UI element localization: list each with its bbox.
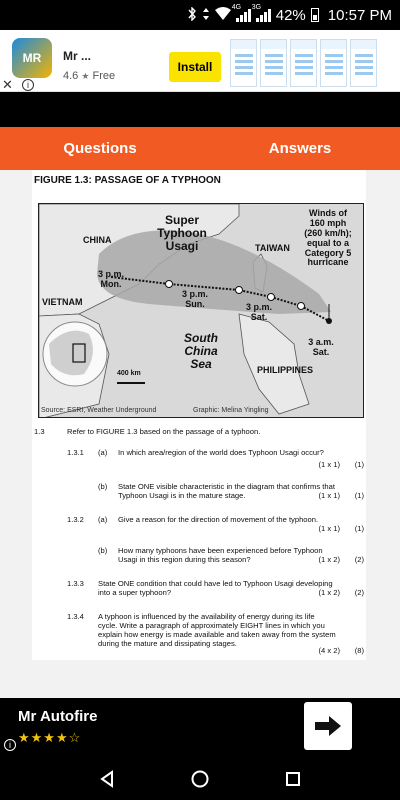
- question-total: (2): [354, 555, 364, 564]
- question-mark: (1 x 2): [318, 555, 340, 564]
- question-number: 1.3.1: [67, 448, 84, 457]
- app-header: [0, 92, 400, 127]
- typhoon-name-line: Typhoon: [157, 226, 207, 241]
- battery-percentage: 42%: [275, 6, 306, 24]
- tab-questions[interactable]: Questions: [63, 140, 137, 157]
- signal-3g-icon: [251, 4, 271, 22]
- time-label-sat-pm: [243, 303, 275, 323]
- label-taiwan: TAIWAN: [255, 243, 290, 253]
- scale-bar: [117, 382, 145, 384]
- ad-screenshot[interactable]: [290, 39, 317, 87]
- bottom-ad-open-button[interactable]: [304, 702, 352, 750]
- ad-app-title[interactable]: Mr ...: [63, 49, 92, 63]
- question-text: Give a reason for the direction of movement of the typhoon.: [118, 515, 319, 524]
- time-label-line: 3 p.m.: [97, 269, 124, 279]
- typhoon-name-line: Usagi: [165, 239, 199, 254]
- scale-label: 400 km: [117, 370, 141, 377]
- time-label-line: Sat.: [312, 346, 330, 357]
- typhoon-name: [155, 214, 209, 254]
- ad-screenshots[interactable]: [230, 39, 377, 87]
- winds-note-line: Category 5: [304, 247, 352, 258]
- home-icon[interactable]: [180, 764, 220, 794]
- winds-note-line: equal to a: [306, 237, 349, 248]
- ad-price: Free: [92, 70, 116, 82]
- question-text: A typhoon is influenced by the availability of energy during its life cycle. Write a paragraph of approximately EIGHT lines in which you explain how energy is made available and taken away from the system during the mature and dissipating stages.: [98, 612, 336, 648]
- label-vietnam: VIETNAM: [42, 297, 83, 307]
- winds-note-line: Winds of: [309, 208, 347, 218]
- ad-screenshot[interactable]: [230, 39, 257, 87]
- sea-label: [179, 332, 223, 372]
- source-label: Source: ESRI, Weather Underground: [41, 407, 157, 414]
- time-label-sat-am: [305, 338, 337, 358]
- ad-info-icon[interactable]: i: [22, 79, 34, 91]
- winds-note-line: 160 mph: [309, 217, 347, 228]
- time-label-line: 3 p.m.: [245, 302, 272, 312]
- bottom-ad-title[interactable]: Mr Autofire: [18, 708, 98, 725]
- status-bar: [0, 0, 400, 30]
- winds-note-line: hurricane: [307, 257, 349, 268]
- question-mark: (1 x 1): [318, 460, 340, 469]
- question-mark: (1 x 2): [318, 588, 340, 597]
- ad-screenshot[interactable]: [320, 39, 347, 87]
- question-text: State ONE visible characteristic in the diagram that confirms that Typhoon Usagi is in the mature stage.: [118, 482, 335, 500]
- arrow-right-icon: [313, 714, 343, 738]
- time-label-sun: [179, 290, 211, 310]
- question-part: (a): [98, 448, 108, 457]
- question-total: (2): [354, 588, 364, 597]
- question-number: 1.3.2: [67, 515, 84, 524]
- ad-app-rating: [63, 70, 115, 82]
- ad-rating-value: 4.6: [63, 70, 79, 82]
- question-text: In which area/region of the world does Typhoon Usagi occur?: [118, 448, 324, 457]
- question-total: (1): [354, 460, 364, 469]
- time-label-line: 3 p.m.: [181, 289, 208, 299]
- data-arrows-icon: [202, 7, 210, 24]
- question-total: (1): [354, 524, 364, 533]
- question-number: 1.3.4: [67, 612, 84, 621]
- ad-screenshot[interactable]: [260, 39, 287, 87]
- bluetooth-icon: [187, 7, 197, 24]
- winds-note: [297, 209, 359, 268]
- signal-4g-label: 4G: [231, 4, 242, 11]
- question-mark: (1 x 1): [318, 524, 340, 533]
- graphic-label: Graphic: Melina Yingling: [193, 407, 269, 414]
- question-number: 1.3: [34, 427, 45, 436]
- status-time: 10:57 PM: [327, 6, 392, 24]
- time-label-line: Sun.: [185, 298, 205, 309]
- figure-title: FIGURE 1.3: PASSAGE OF A TYPHOON: [34, 175, 221, 186]
- bottom-ad-info-icon[interactable]: i: [4, 739, 16, 751]
- typhoon-map: [38, 203, 364, 418]
- star-icon: ★: [81, 71, 90, 81]
- ad-banner[interactable]: [0, 30, 400, 92]
- back-icon[interactable]: [87, 764, 127, 794]
- time-label-line: Mon.: [100, 278, 122, 289]
- question-mark: (4 x 2): [318, 646, 340, 655]
- typhoon-name-line: Super: [164, 213, 199, 227]
- sea-label-line: China: [184, 344, 218, 359]
- winds-note-line: (260 km/h);: [304, 227, 352, 238]
- question-text: How many typhoons have been experienced before Typhoon Usagi in this region during this season?: [118, 546, 323, 564]
- bottom-ad-stars: ★★★★☆: [18, 730, 82, 745]
- question-number: 1.3.3: [67, 579, 84, 588]
- navigation-bar: [0, 758, 400, 800]
- question-part: (b): [98, 482, 108, 491]
- question-total: (8): [354, 646, 364, 655]
- ad-app-logo[interactable]: MR: [12, 38, 52, 78]
- time-label-line: 3 a.m.: [308, 337, 334, 347]
- battery-icon: [311, 8, 319, 22]
- tab-bar: [0, 127, 400, 170]
- question-page: [32, 170, 366, 660]
- time-label-line: Sat.: [250, 311, 268, 322]
- question-text: Refer to FIGURE 1.3 based on the passage of a typhoon.: [67, 427, 261, 436]
- label-china: CHINA: [83, 235, 112, 245]
- ad-screenshot[interactable]: [350, 39, 377, 87]
- recents-icon[interactable]: [273, 764, 313, 794]
- question-part: (b): [98, 546, 108, 555]
- label-philippines: PHILIPPINES: [257, 365, 314, 375]
- question-text: State ONE condition that could have led to Typhoon Usagi developing into a super typhoon?: [98, 579, 333, 597]
- tab-answers[interactable]: Answers: [268, 140, 332, 157]
- sea-label-line: South: [184, 331, 218, 345]
- bottom-ad-banner[interactable]: [0, 698, 400, 758]
- question-mark: (1 x 1): [318, 491, 340, 500]
- question-part: (a): [98, 515, 108, 524]
- sea-label-line: Sea: [190, 357, 212, 372]
- wifi-icon: [215, 7, 231, 23]
- ad-install-button[interactable]: Install: [169, 52, 221, 82]
- ad-close-icon[interactable]: ✕: [2, 77, 13, 92]
- time-label-mon: [95, 270, 127, 290]
- status-icons: [187, 5, 392, 25]
- signal-4g-icon: [231, 4, 251, 22]
- signal-3g-label: 3G: [251, 4, 262, 11]
- question-total: (1): [354, 491, 364, 500]
